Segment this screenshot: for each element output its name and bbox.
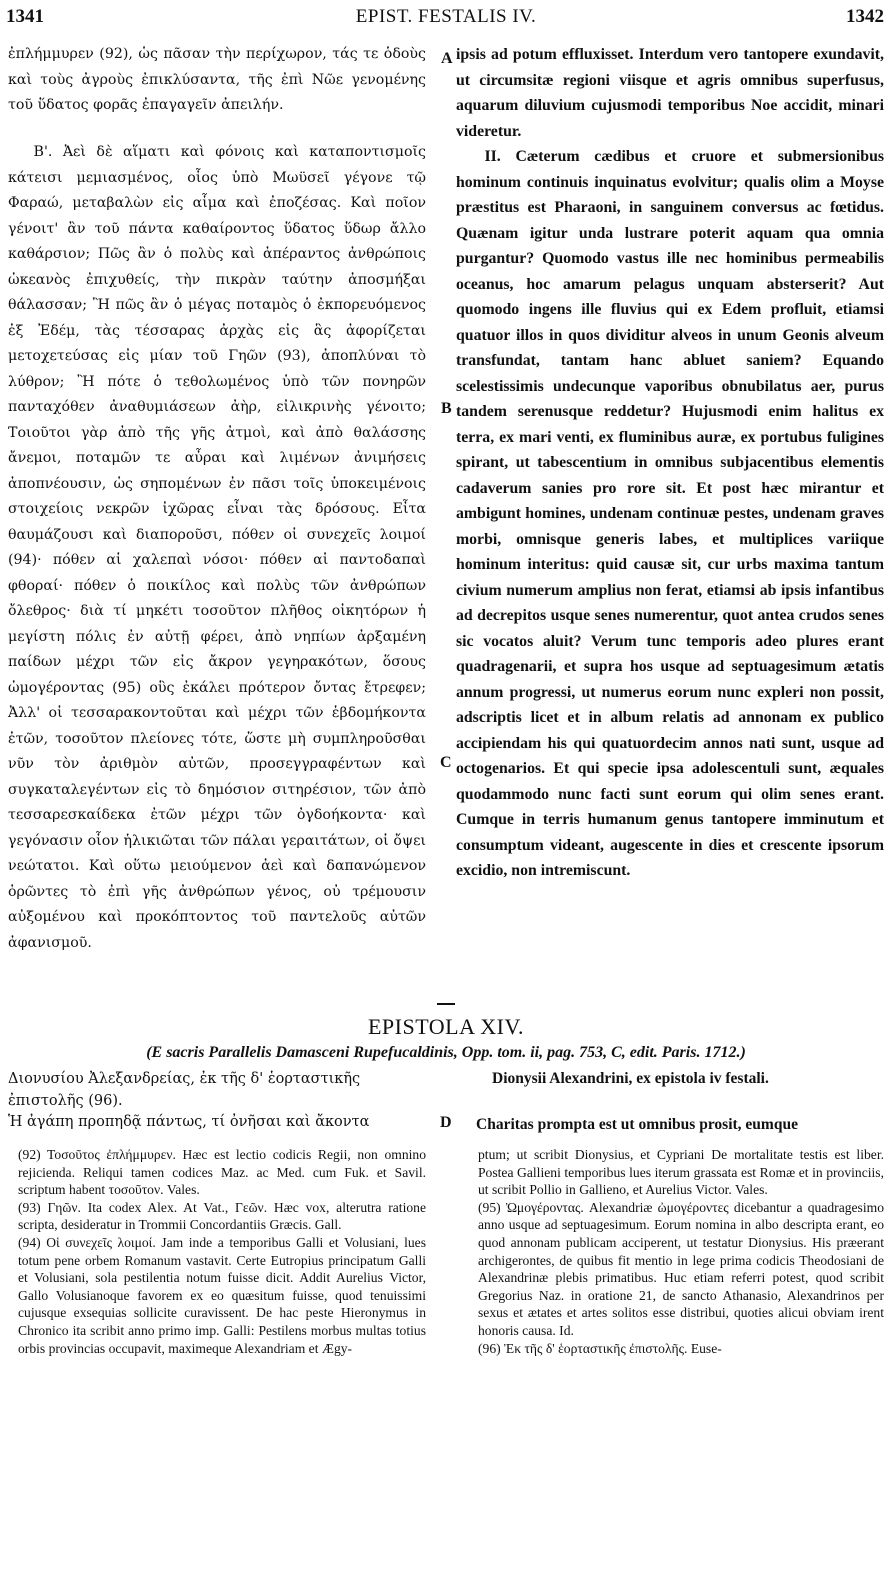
section-divider	[437, 1003, 455, 1005]
footnotes-right	[478, 1146, 884, 1357]
greek-paragraph-1: ἐπλήμμυρεν (92), ὡς πᾶσαν τὴν περίχωρον, τάς τε ὁδοὺς καὶ τοὺς ἀγροὺς ἐπικλύσαντα, τῆς ἐπὶ Νῶε γενομένης τοῦ ὕδατος φορᾶς ἐπαγαγεῖν ἀπειλήν.	[8, 46, 426, 113]
footnote-92: (92) Τοσοῦτος ἐπλήμμυρεν. Hæc est lectio codicis Regii, non omnino rejicienda. Reliqui tamen codices Maz. ac Med. cum Fuk. et Savil. scriptum habent τοσοῦτον. Vales.	[18, 1147, 426, 1198]
latin-heading: Dionysii Alexandrini, ex epistola iv festali.	[492, 1070, 769, 1087]
footnote-93: (93) Γηῶν. Ita codex Alex. At Vat., Γεῶν. Hæc vox, alterutra ratione scripta, desideratur in Trommii Concordantiis Græcis. Gall.	[18, 1199, 426, 1233]
running-title: EPIST. FESTALIS IV.	[355, 6, 537, 27]
page-number-left: 1341	[6, 6, 44, 27]
latin-column-main	[456, 144, 884, 884]
greek-column-main	[8, 140, 426, 956]
footnote-96: (96) Ἐκ τῆς δ' ἑορταστικῆς ἐπιστολῆς. Euse-	[478, 1340, 722, 1356]
latin-paragraph-2: II. Cæterum cædibus et cruore et submersionibus hominum continuis inquinatus evolvitur; qualis olim a Moyse præstitus est Pharaoni, in sanguinem conversus ac fœtidus. Quænam igitur unda lustrare poterit aquam qua omnia purgantur? Quomodo vastus ille nec hominibus permeabilis oceanus, hoc amarum pelagus unquam absterserit? Aut quomodo ingens ille fluvius qui ex Edem profluit, etiamsi quatuor illos in quos dividitur alveos in unum Geonis alveum transfundat, tantam hanc abluet saniem? Equando scelestissimis undecunque vaporibus obnubilatus aer, purus tandem serenusque reddetur? Hujusmodi enim halitus ex terra, ex mari venti, ex fluminibus auræ, ex portubus fuligines spirant, ut tabescentium in omnibus subjacentibus elementis cadaverum sanies pro rore sit. Et post hæc mirantur et ambigunt homines, undenam continuæ pestes, undenam graves morbi, omnisque generis labes, et multiplices variique hominum interitus: quid causæ sit, cur urbs maxima tantum civium numerum amplius non ferat, etiamsi ab ipsis infantibus ad decrepitos usque senes numerentur, quot antea crudos senes sic vocatos aluit? Verum tunc temporis adeo plures erant quadragenarii, et supra hos usque ad septuagesimum ætatis annum progressi, ut numerus eorum nunc expleri non possit, adscriptis licet et in album relatis ad annonam ex publico accipiendam his qui quatuordecim annos nati sunt, usque ad octogenarios. Et qui specie ipsa adolescentuli sunt, æquales quodammodo nunc facti sunt eorum qui olim senes erant. Cumque in terris humanum genus tantopere imminutum et consumptum videant, augescente in dies et crescente ipsorum excidio, non intremiscunt.	[456, 148, 884, 879]
greek-paragraph-2: Β'. Ἀεὶ δὲ αἵματι καὶ φόνοις καὶ καταποντισμοῖς κάτεισι μεμιασμένος, οἷος ὑπὸ Μωϋσεῖ γέγονε τῷ Φαραώ, μεταβαλὼν εἰς αἷμα καὶ ἐποζέσας. Καὶ ποῖον γένοιτ' ἂν τοῦ πάντα καθαίροντος ὕδατος ὕδωρ ἄλλο καθάρσιον; Πῶς ἂν ὁ πολὺς καὶ ἀπέραντος ἀνθρώποις ὠκεανὸς ἐπιχυθείς, τὴν πικρὰν ταύτην ἀποσμήξαι θάλασσαν; Ἢ πῶς ἂν ὁ μέγας ποταμὸς ὁ ἐκπορευόμενος ἐξ Ἐδέμ, τὰς τέσσαρας ἀρχὰς εἰς ἃς ἀφορίζεται μετοχετεύσας εἰς μίαν τοῦ Γηῶν (93), ἀποπλύναι τὸ λύθρον; Ἢ πότε ὁ τεθολωμένος ὑπὸ τῶν πονηρῶν πανταχόθεν ἀναθυμιάσεων ἀὴρ, εἰλικρινὴς γένοιτο; Τοιοῦτοι γὰρ ἀπὸ τῆς γῆς ἀτμοὶ, καὶ ἀπὸ θαλάσσης ἄνεμοι, ποταμῶν τε αὖραι καὶ λιμένων ἀνιμήσεις ἀποπνέουσιν, ὡς σηπομένων ἐν πᾶσι τοῖς ὑποκειμένοις στοιχείοις νεκρῶν ἰχῶρας εἶναι τὰς δρόσους. Εἶτα θαυμάζουσι καὶ διαποροῦσι, πόθεν οἱ συνεχεῖς λοιμοί (94)· πόθεν αἱ χαλεπαὶ νόσοι· πόθεν αἱ παντοδαπαὶ φθοραί· πόθεν ὁ ποικίλος καὶ πολὺς τῶν ἀνθρώπων ὄλεθρος· διὰ τί μηκέτι τοσοῦτον πλῆθος οἰκητόρων ἡ μεγίστη πόλις ἐν αὐτῇ φέρει, ἀπὸ νηπίων ἀρξαμένη παίδων μέχρι τῶν εἰς ἄκρον γεγηρακότων, ὅσους ὠμογέροντας (95) οὓς ἐκάλει πρότερον ὄντας ἔτρεφεν; Ἀλλ' οἱ τεσσαρακοντοῦται καὶ μέχρι τῶν ἑβδομήκοντα ἐτῶν, τοσοῦτον πλείονες τότε, ὥστε μὴ συμπληροῦσθαι νῦν τὸν ἀριθμὸν αὐτῶν, προσεγγραφέντων καὶ συγκαταλεγέντων εἰς τὸ δημόσιον σιτηρέσιον, τῶν ἀπὸ τεσσαρεσκαίδεκα ἐτῶν μέχρι τῶν ὀγδοήκοντα· καὶ γεγόνασιν οἷον ἡλικιῶται τῶν πάλαι γεραιτάτων, οἱ ὄψει νεώτατοι. Καὶ οὕτω μειούμενον ἀεὶ καὶ δαπανώμενον ὁρῶντες τὸ ἐπὶ γῆς ἀνθρώπων γένος, οὐ τρέμουσιν αὐξομένου καὶ προκόπτοντος τοῦ παντελοῦς αὐτῶν ἀφανισμοῦ.	[8, 144, 426, 951]
footnote-94: (94) Οἱ συνεχεῖς λοιμοί. Jam inde a temporibus Galli et Volusiani, lues totum pene orbem Romanum vastavit. Certe Eutropius principatum Galli et Volusiani, sola pestilentia notum fuisse dicit. Addit Aurelius Victor, Gallo Volusianoque favorem ex eo quæsitum fuisse, quod tenuissimi cujusque exsequias sollicite curavissent. De hac peste Hieronymus in Chronico ita scribit anno primo imp. Galli: Pestilens morbus multas totius orbis provincias occupavit, maximeque Alexandriam et Ægy-	[18, 1234, 426, 1356]
epistola-source: (E sacris Parallelis Damasceni Rupefucaldinis, Opp. tom. ii, pag. 753, C, edit. Paris. 1712.)	[146, 1044, 746, 1061]
epistola-title: EPISTOLA XIV.	[367, 1014, 525, 1039]
margin-letter-d: D	[440, 1114, 452, 1131]
margin-letter-b: B	[441, 400, 452, 417]
page-number-right: 1342	[846, 6, 884, 27]
footnote-95: (95) Ὠμογέροντας. Alexandriæ ὠμογέροντες dicebantur a quadragesimo anno usque ad septuagesimum. Eorum nomina in albo descripta erant, eo quod annonam publicam acciperent, ut testatur Dionysius. His præerant archigerontes, de quibus fit mentio in lege prima codicis Theodosiani de Alexandrinæ plebis primatibus. Huc etiam referri potest, quod scribit Gregorius Naz. in oratione 21, de sancto Athanasio, Alexandrinos per sexus et ætates et artes solitos esse distribui, quoties alicui obviam irent honoris causa. Id.	[478, 1199, 884, 1338]
greek-heading: Διονυσίου Ἀλεξανδρείας, ἐκ τῆς δ' ἑορταστικῆς ἐπιστολῆς (96).	[8, 1071, 361, 1109]
margin-letter-c: C	[440, 754, 452, 771]
greek-column-top	[8, 42, 426, 119]
latin-paragraph-1: ipsis ad potum effluxisset. Interdum vero tantopere exundavit, ut circumsitæ regioni viisque et agris omnibus superfusus, aquarum diluvium cujusmodi temporibus Noe accidit, minari videretur.	[456, 46, 884, 140]
margin-letter-a: A	[441, 50, 453, 67]
latin-first-line: Charitas prompta est ut omnibus prosit, eumque	[476, 1116, 798, 1133]
latin-column-top	[456, 42, 884, 144]
running-header	[0, 4, 892, 34]
footnotes-left	[18, 1146, 426, 1357]
greek-first-line: Ἡ ἀγάπη προπηδᾷ πάντως, τί ὀνῆσαι καὶ ἄκοντα	[8, 1114, 370, 1130]
footnote-94-continued: ptum; ut scribit Dionysius, et Cypriani De mortalitate testis est liber. Postea Gallieni temporibus lues iterum grassata est Romæ et in provinciis, ut scribit Pollio in Gallieno, et Aurelius Victor. Vales.	[478, 1147, 884, 1198]
